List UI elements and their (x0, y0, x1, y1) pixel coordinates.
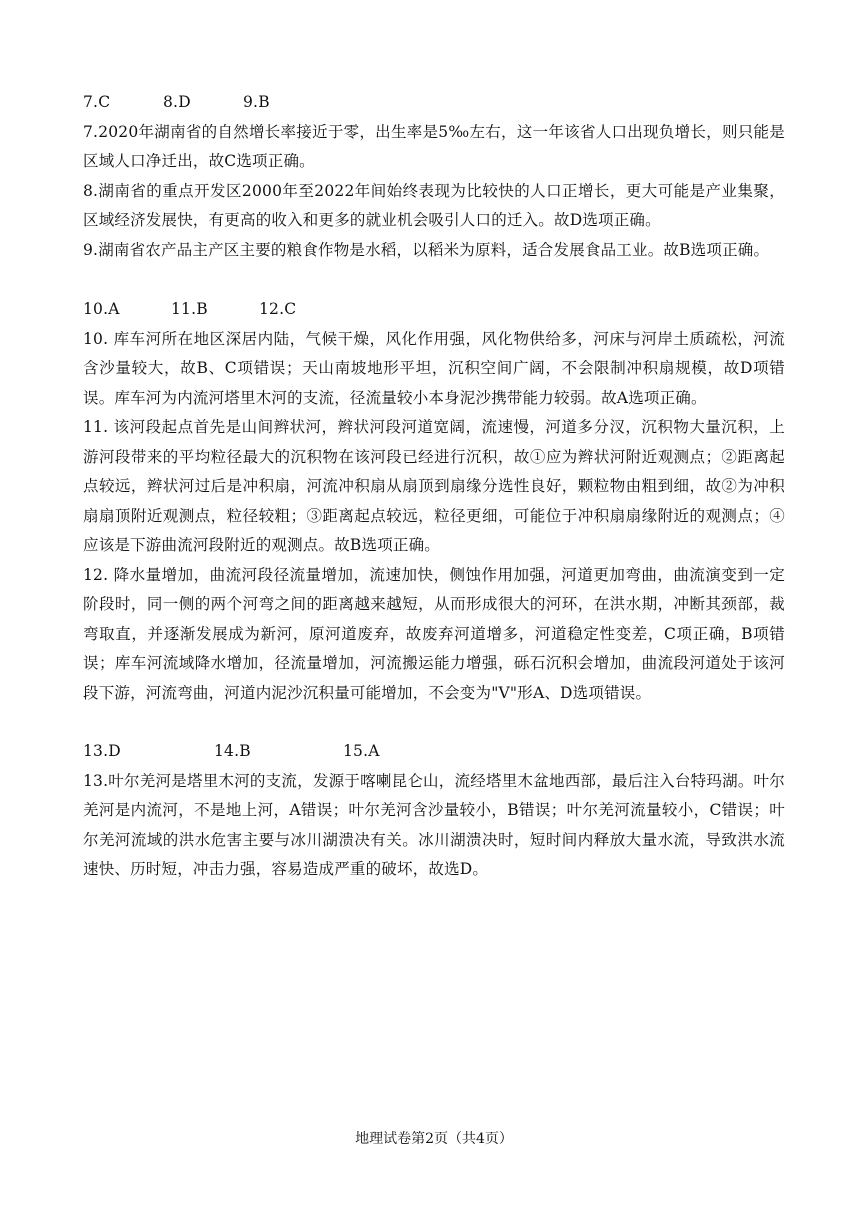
explanation-paragraph: 9.湖南省农产品主产区主要的粮食作物是水稻，以稻米为原料，适合发展食品工业。故B选项正确。 (83, 240, 770, 259)
answer-explanations (83, 88, 785, 885)
explanation-paragraph: 10. 库车河所在地区深居内陆，气候干燥，风化作用强，风化物供给多，河床与河岸土质疏松，河流含沙量较大，故B、C项错误；天山南坡地形平坦，沉积空间广阔，不会限制冲积扇规模，故D项错误。库车河为内流河塔里木河的支流，径流量较小本身泥沙携带能力较弱。故A选项正确。 (83, 329, 785, 407)
answer-key: 14.B (214, 742, 251, 760)
explanation-paragraph: 11. 该河段起点首先是山间辫状河，辫状河段河道宽阔，流速慢，河道多分汊，沉积物大量沉积，上游河段带来的平均粒径最大的沉积物在该河段已经进行沉积，故①应为辫状河附近观测点；②距离起点较远，辫状河过后是冲积扇，河流冲积扇从扇顶到扇缘分选性良好，颗粒物由粗到细，故②为冲积扇扇顶附近观测点，粒径较粗；③距离起点较远，粒径更细，可能位于冲积扇扇缘附近的观测点；④应该是下游曲流河段附近的观测点。故B选项正确。 (83, 418, 785, 554)
answer-key-row (83, 88, 785, 118)
answer-key: 9.B (243, 93, 270, 111)
answer-key: 10.A (83, 300, 120, 318)
answer-key-row (83, 295, 785, 325)
explanation-paragraph: 12. 降水量增加，曲流河段径流量增加，流速加快，侧蚀作用加强，河道更加弯曲，曲流演变到一定阶段时，同一侧的两个河弯之间的距离越来越短，从而形成很大的河环，在洪水期，冲断其颈部，裁弯取直，并逐渐发展成为新河，原河道废弃，故废弃河道增多，河道稳定性变差，C项正确，B项错误；库车河流域降水增加，径流量增加，河流搬运能力增强，砾石沉积会增加，曲流段河道处于该河段下游，河流弯曲，河道内泥沙沉积量可能增加，不会变为"V"形A、D选项错误。 (83, 565, 785, 702)
section-spacer (83, 708, 785, 737)
page-footer: 地理试卷第2页（共4页） (355, 1131, 513, 1147)
answer-key: 8.D (163, 93, 191, 111)
explanation-paragraph: 8.湖南省的重点开发区2000年至2022年间始终表现为比较快的人口正增长，更大可能是产业集聚，区域经济发展快，有更高的收入和更多的就业机会吸引人口的迁入。故D选项正确。 (83, 181, 785, 229)
answer-key: 7.C (83, 93, 111, 111)
answer-key: 11.B (171, 300, 208, 318)
answer-key: 12.C (259, 300, 297, 318)
section-spacer (83, 265, 785, 295)
explanation-paragraph: 13.叶尔羌河是塔里木河的支流，发源于喀喇昆仑山，流经塔里木盆地西部，最后注入台特玛湖。叶尔羌河是内流河，不是地上河，A错误；叶尔羌河含沙量较小，B错误；叶尔羌河流量较小，C错误；叶尔羌河流域的洪水危害主要与冰川湖溃决有关。冰川湖溃决时，短时间内释放大量水流，导致洪水流速快、历时短，冲击力强，容易造成严重的破坏，故选D。 (83, 771, 785, 878)
answer-key: 15.A (343, 742, 380, 760)
answer-key-row (83, 737, 785, 767)
answer-key: 13.D (83, 742, 121, 760)
explanation-paragraph: 7.2020年湖南省的自然增长率接近于零，出生率是5‰左右，这一年该省人口出现负增长，则只能是区域人口净迁出，故C选项正确。 (83, 122, 785, 170)
